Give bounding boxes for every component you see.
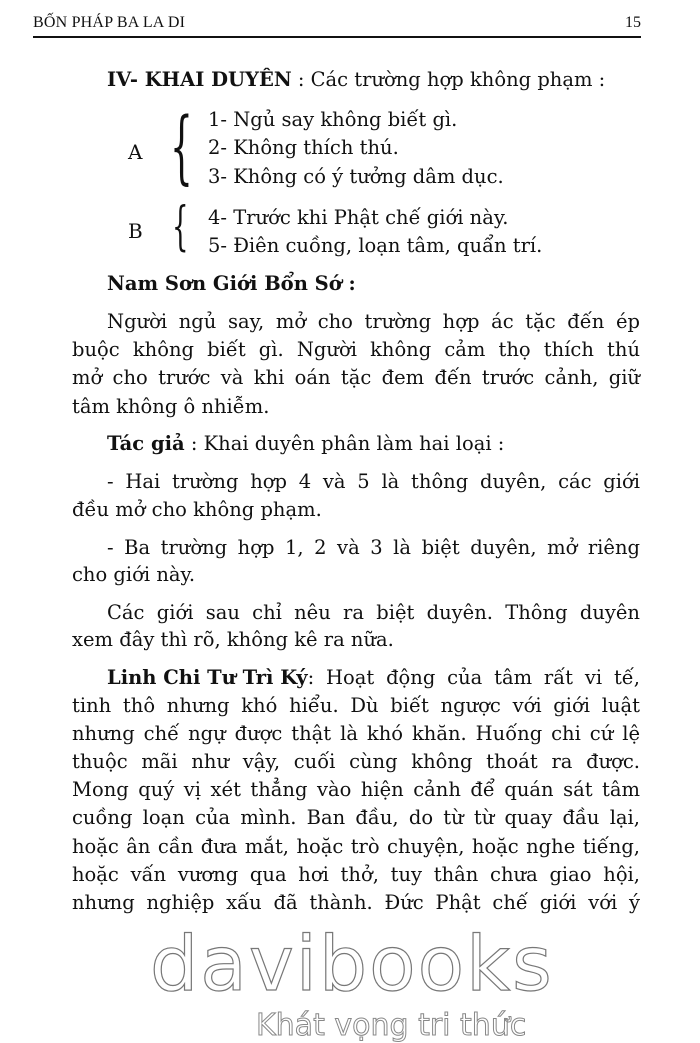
paragraph: [107, 664, 640, 692]
paragraph: [107, 430, 640, 458]
watermark-slogan: Khát vọng tri thức: [256, 1008, 527, 1043]
section-heading: [107, 66, 640, 94]
text-line: xem đây thì rõ, không kê ra nữa.: [72, 628, 394, 651]
watermark-brand: davibooks: [150, 919, 554, 1008]
text-line: buộc không biết gì. Người không cảm thọ thích thú: [72, 338, 640, 361]
list-item: 2- Không thích thú.: [208, 136, 399, 159]
header-title: BỐN PHÁP BA LA DI: [33, 14, 186, 31]
list-item: 4- Trước khi Phật chế giới này.: [208, 206, 509, 229]
source-title: Nam Sơn Giới Bổn Sớ :: [107, 272, 356, 295]
text-line: thuộc mãi như vậy, cuối cùng không thoát ra được.: [72, 750, 640, 773]
text-line: đều mở cho không phạm.: [72, 498, 322, 521]
text-line: Các giới sau chỉ nêu ra biệt duyên. Thông duyên: [107, 601, 640, 624]
list-item: 3- Không có ý tưởng dâm dục.: [208, 165, 504, 188]
text-line: hoặc ân cần đưa mắt, hoặc trò chuyện, hoặc nghe tiếng,: [72, 835, 640, 858]
author-label: Tác giả: [107, 432, 185, 455]
list-item: 5- Điên cuồng, loạn tâm, quẩn trí.: [208, 234, 543, 257]
text-line: hoặc vấn vương qua hơi thở, tuy thân chưa giao hội,: [72, 863, 640, 886]
list-item: 1- Ngủ say không biết gì.: [208, 108, 458, 131]
text-line: nhưng nghiệp xấu đã thành. Đức Phật chế giới với ý: [72, 891, 640, 914]
text: : Hoạt động của tâm rất vi tế,: [307, 666, 640, 689]
text: : Khai duyên phân làm hai loại :: [184, 432, 505, 455]
text-line: mở cho trước và khi oán tặc đem đến trước cảnh, giữ: [72, 366, 640, 389]
text-line: cuồng loạn của mình. Ban đầu, do từ từ quay đầu lại,: [72, 806, 640, 829]
group-b-label: B: [128, 219, 143, 243]
text-line: - Ba trường hợp 1, 2 và 3 là biệt duyên, mở riêng: [107, 536, 640, 559]
text-line: Mong quý vị xét thẳng vào hiện cảnh để quán sát tâm: [72, 778, 640, 801]
running-header: [33, 12, 641, 38]
group-a-label: A: [128, 140, 143, 164]
brace-icon: {: [172, 197, 189, 257]
text-line: tâm không ô nhiễm.: [72, 395, 270, 418]
heading-rest: : Các trường hợp không phạm :: [291, 68, 606, 91]
heading-bold: IV- KHAI DUYÊN: [107, 68, 292, 91]
text-line: - Hai trường hợp 4 và 5 là thông duyên, các giới: [107, 470, 640, 493]
text-line: tinh thô nhưng khó hiểu. Dù biết ngược với giới luật: [72, 694, 640, 717]
text-line: Người ngủ say, mở cho trường hợp ác tặc đến ép: [107, 310, 640, 333]
paragraph-title: [107, 270, 640, 298]
source-title: Linh Chi Tư Trì Ký: [107, 666, 308, 689]
brace-icon: {: [170, 100, 193, 193]
text-line: cho giới này.: [72, 563, 196, 586]
text-line: nhưng chế ngự được thật là khó khăn. Huống chi cứ lệ: [72, 722, 640, 745]
page-number: 15: [625, 14, 641, 31]
